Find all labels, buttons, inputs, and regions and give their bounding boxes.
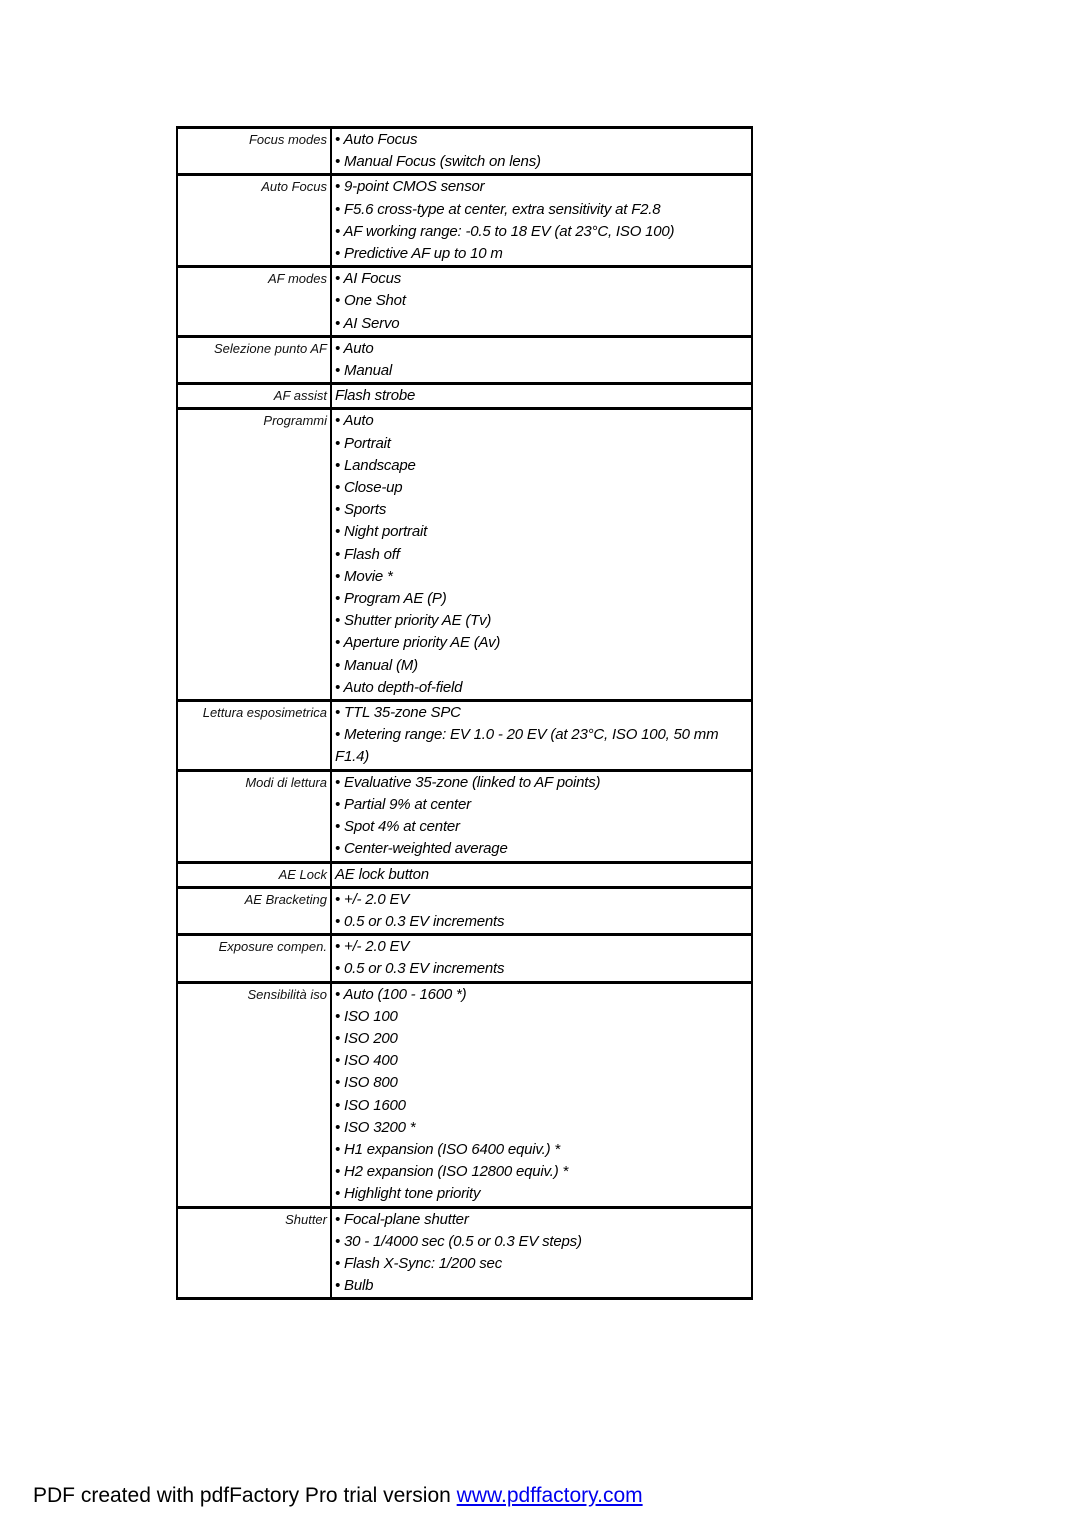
spec-label: Lettura esposimetrica	[202, 705, 327, 721]
spec-value: • Shutter priority AE (Tv)	[335, 612, 492, 630]
spec-value-cell	[331, 935, 752, 982]
spec-value: • Focal-plane shutter	[335, 1210, 469, 1228]
spec-value: • 9-point CMOS sensor	[335, 178, 485, 196]
spec-label-cell	[177, 128, 331, 175]
spec-value: AE lock button	[335, 865, 429, 883]
spec-value: • One Shot	[335, 292, 406, 310]
spec-value: • H1 expansion (ISO 6400 equiv.) *	[335, 1140, 560, 1158]
spec-value: • 30 - 1/4000 sec (0.5 or 0.3 EV steps)	[335, 1232, 582, 1250]
spec-row	[177, 887, 752, 934]
spec-value: • Landscape	[335, 456, 416, 474]
spec-label-cell	[177, 175, 331, 267]
spec-value: • +/- 2.0 EV	[335, 890, 410, 908]
spec-row	[177, 175, 752, 267]
spec-value: • Night portrait	[335, 523, 428, 541]
spec-value-cell	[331, 982, 752, 1207]
spec-value-cell	[331, 384, 752, 409]
spec-label-cell	[177, 336, 331, 383]
spec-value: • Flash off	[335, 545, 400, 563]
spec-value: • Auto	[335, 339, 374, 357]
spec-value: • Auto depth-of-field	[335, 678, 463, 696]
spec-value: • Auto Focus	[335, 131, 418, 148]
spec-value: • Manual Focus (switch on lens)	[335, 153, 541, 171]
spec-table-body	[177, 128, 752, 1299]
spec-value: • AI Focus	[335, 270, 402, 288]
spec-label-cell	[177, 862, 331, 887]
spec-value: • Portrait	[335, 434, 391, 452]
spec-value: • Manual (M)	[335, 656, 418, 674]
spec-row	[177, 128, 752, 175]
spec-value-cell	[331, 128, 752, 175]
spec-value-cell	[331, 1207, 752, 1299]
spec-label: Focus modes	[248, 132, 327, 147]
spec-value: • Flash X-Sync: 1/200 sec	[335, 1254, 502, 1272]
spec-label: Exposure compen.	[218, 939, 327, 955]
spec-value-cell	[331, 887, 752, 934]
spec-label: Modi di lettura	[245, 774, 327, 790]
spec-row	[177, 935, 752, 982]
footer-text: PDF created with pdfFactory Pro trial version	[33, 1484, 457, 1507]
spec-label-cell	[177, 701, 331, 771]
spec-value: • ISO 100	[335, 1007, 398, 1025]
spec-value: • Predictive AF up to 10 m	[335, 245, 503, 263]
spec-value: • ISO 3200 *	[335, 1118, 416, 1136]
spec-row	[177, 384, 752, 409]
spec-value: • Metering range: EV 1.0 - 20 EV (at 23°C, ISO 100, 50 mm	[335, 726, 719, 744]
spec-label-cell	[177, 1207, 331, 1299]
spec-label: Shutter	[285, 1211, 327, 1227]
spec-label: AE Lock	[278, 866, 327, 882]
spec-value: • Sports	[335, 501, 387, 519]
spec-label: AE Bracketing	[244, 891, 327, 907]
spec-value: • Spot 4% at center	[335, 818, 460, 836]
spec-value: F1.4)	[335, 748, 370, 766]
spec-label: Selezione punto AF	[214, 340, 327, 356]
spec-value: • ISO 200	[335, 1029, 398, 1047]
spec-label-cell	[177, 887, 331, 934]
spec-value: • Auto	[335, 412, 374, 430]
spec-value: • TTL 35-zone SPC	[335, 704, 461, 722]
spec-value: • Highlight tone priority	[335, 1185, 481, 1203]
spec-value: • Evaluative 35-zone (linked to AF points)	[335, 773, 601, 791]
spec-row	[177, 336, 752, 383]
spec-label: Sensibilità iso	[247, 986, 327, 1002]
spec-label-cell	[177, 384, 331, 409]
spec-value-cell	[331, 862, 752, 887]
spec-row	[177, 862, 752, 887]
spec-value: • Movie *	[335, 567, 393, 585]
spec-row	[177, 982, 752, 1207]
spec-value: Flash strobe	[335, 387, 416, 405]
spec-value: • F5.6 cross-type at center, extra sensitivity at F2.8	[335, 200, 661, 218]
spec-value: • Partial 9% at center	[335, 795, 471, 813]
spec-value: • 0.5 or 0.3 EV increments	[335, 960, 505, 978]
spec-label: AF assist	[273, 388, 327, 404]
spec-value-cell	[331, 175, 752, 267]
spec-value: • AI Servo	[335, 314, 400, 332]
spec-value: • Close-up	[335, 479, 403, 497]
spec-value-cell	[331, 701, 752, 771]
spec-table	[176, 126, 753, 1300]
spec-value: • Bulb	[335, 1277, 374, 1295]
spec-label-cell	[177, 935, 331, 982]
spec-row	[177, 770, 752, 862]
spec-value: • ISO 800	[335, 1074, 398, 1092]
spec-row	[177, 701, 752, 771]
spec-value: • AF working range: -0.5 to 18 EV (at 23°C, ISO 100)	[335, 222, 675, 240]
pdf-footer	[33, 1484, 643, 1508]
spec-value: • H2 expansion (ISO 12800 equiv.) *	[335, 1163, 569, 1181]
spec-value: • 0.5 or 0.3 EV increments	[335, 912, 505, 930]
spec-label-cell	[177, 982, 331, 1207]
spec-value-cell	[331, 267, 752, 337]
spec-value-cell	[331, 770, 752, 862]
spec-value: • Auto (100 - 1600 *)	[335, 985, 467, 1003]
spec-value: • Aperture priority AE (Av)	[335, 634, 501, 652]
spec-label: AF modes	[267, 271, 327, 287]
spec-value: • +/- 2.0 EV	[335, 938, 410, 956]
footer-link[interactable]: www.pdffactory.com	[456, 1484, 643, 1507]
spec-value: • ISO 400	[335, 1052, 398, 1070]
spec-label: Auto Focus	[261, 179, 327, 195]
spec-value: • ISO 1600	[335, 1096, 406, 1114]
spec-row	[177, 267, 752, 337]
spec-value-cell	[331, 409, 752, 701]
spec-row	[177, 409, 752, 701]
spec-label-cell	[177, 770, 331, 862]
spec-label: Programmi	[263, 413, 327, 429]
spec-value: • Manual	[335, 362, 393, 380]
spec-value: • Center-weighted average	[335, 840, 508, 858]
spec-label-cell	[177, 409, 331, 701]
spec-row	[177, 1207, 752, 1299]
spec-value-cell	[331, 336, 752, 383]
spec-value: • Program AE (P)	[335, 590, 447, 608]
spec-label-cell	[177, 267, 331, 337]
